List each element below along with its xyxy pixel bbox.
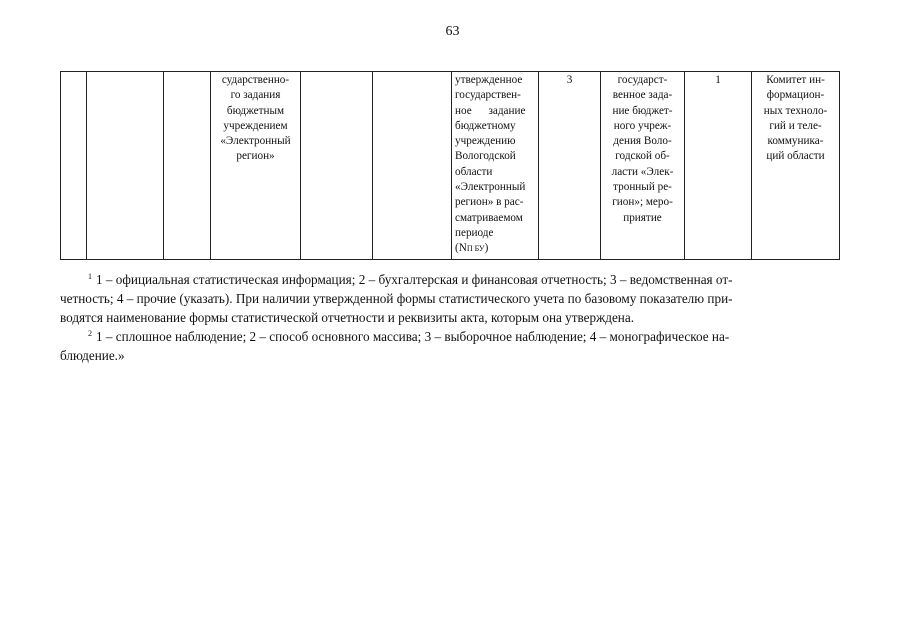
cell-col3 — [164, 72, 211, 260]
table-row — [61, 72, 840, 260]
cell-col9: государст- венное зада- ние бюджет- ного учреж- дения Воло- годской об- ласти «Элек- тронный ре- гион»; меро- приятие — [601, 72, 685, 260]
cell-col8: 3 — [539, 72, 601, 260]
footnotes — [60, 270, 839, 365]
cell-col6 — [373, 72, 452, 260]
cell-col1 — [61, 72, 87, 260]
cell-col10: 1 — [685, 72, 752, 260]
cell-col5 — [301, 72, 373, 260]
footnote-1: $^1$ 1 – официальная статистическая информация; 2 – бухгалтерская и финансовая отчетность; 3 – ведомственная от- — [88, 271, 733, 287]
footnote-1-line-3: водятся наименование формы статистической отчетности и реквизиты акта, которым она утверждена. — [60, 310, 635, 325]
page-number: 63 — [445, 24, 460, 39]
continuation-table — [60, 71, 840, 260]
formula-n-pbu: (NП БУ) — [455, 242, 489, 255]
cell-col4: сударственно- го задания бюджетным учреждением «Электронный регион» — [211, 72, 301, 260]
cell-col2 — [87, 72, 164, 260]
footnote-2: $^2$ 1 – сплошное наблюдение; 2 – способ основного массива; 3 – выборочное наблюдение; 4 – монографическое на- — [88, 328, 730, 344]
cell-col11: Комитет ин- формацион- ных техноло- гий и теле- коммуника- ций области — [752, 72, 840, 260]
footnote-1-line-2: четность; 4 – прочие (указать). При наличии утвержденной формы статистического учета по базовому показателю при- — [60, 291, 733, 306]
cell-col7: утвержденное государствен- ное задание бюджетному учреждению Вологодской области «Электронный регион» в рас- сматриваемом периоде (NП БУ) — [452, 72, 539, 260]
footnote-2-line-2: блюдение.» — [60, 348, 125, 363]
